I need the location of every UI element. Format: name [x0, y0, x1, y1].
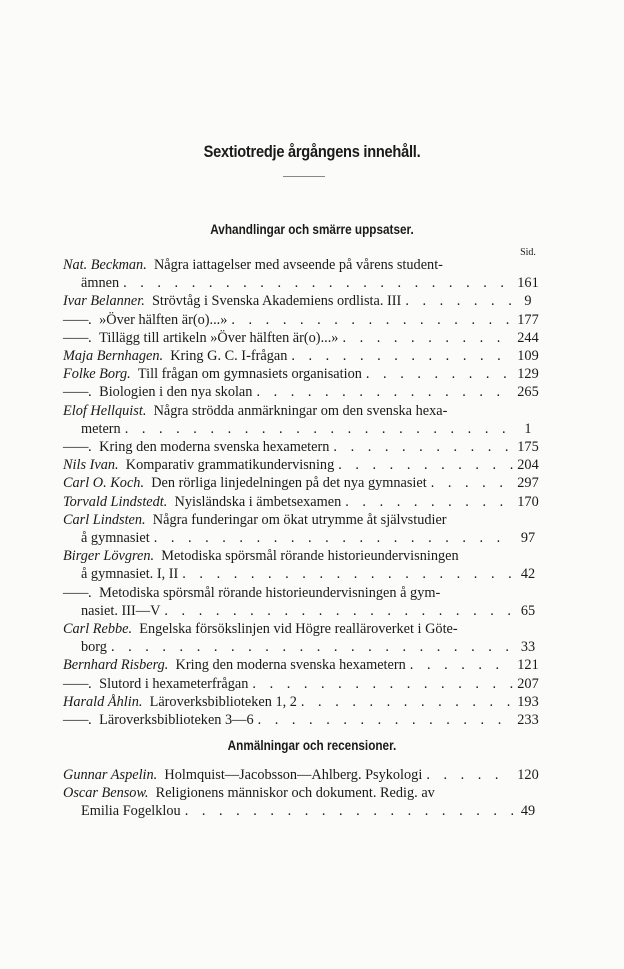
entry-title: Tillägg till artikeln »Över hälften är(o)...» [99, 329, 339, 346]
toc-entry-line [63, 784, 543, 802]
dot-leader [181, 802, 513, 820]
entry-author: Harald Åhlin. [63, 693, 143, 710]
entry-title: Kring G. C. I-frågan [170, 348, 288, 365]
dot-leader [329, 438, 513, 456]
toc-entry [63, 584, 543, 620]
toc-entry [63, 675, 543, 693]
entry-title: Den rörliga linjedelningen på det nya gymnasiet [151, 475, 427, 492]
entry-author: Folke Borg. [63, 366, 131, 383]
dot-leader [297, 693, 513, 711]
entry-title: Till frågan om gymnasiets organisation [137, 366, 362, 383]
entry-title: Läroverksbiblioteken 1, 2 [149, 693, 297, 710]
section-heading-reviews: Anmälningar och recensioner. [227, 737, 397, 753]
toc-entry [63, 620, 543, 656]
toc-entry-line [63, 711, 543, 729]
toc-entry [63, 311, 543, 329]
toc-entry-line [63, 493, 543, 511]
entry-page-number: 121 [517, 657, 539, 674]
toc-entry-line [63, 547, 543, 565]
toc-entry [63, 456, 543, 474]
entry-page-number: 161 [517, 275, 539, 292]
entry-page-number: 97 [520, 530, 536, 547]
entry-title: ämnen [81, 275, 120, 292]
entry-title: Nyisländska i ämbetsexamen [174, 493, 342, 510]
dot-leader [178, 565, 513, 583]
entry-page-number: 193 [517, 693, 539, 710]
entry-author: Gunnar Aspelin. [63, 767, 158, 783]
toc-entry-line [63, 438, 543, 456]
dot-leader [121, 420, 513, 438]
toc-entry [63, 766, 543, 784]
dot-leader [287, 347, 513, 365]
entry-author: ——. [63, 384, 92, 401]
toc-entry-line [63, 292, 543, 310]
toc-entry-continuation [63, 529, 543, 547]
entry-page-number: 109 [517, 348, 539, 365]
dot-leader [334, 456, 513, 474]
entry-title: Religionens människor och dokument. Redig. av [155, 785, 435, 802]
toc-entry [63, 693, 543, 711]
entry-title: Några funderingar om ökat utrymme åt självstudier [152, 511, 447, 528]
toc-entry-line [63, 675, 543, 693]
entry-page-number: 233 [517, 712, 539, 729]
entry-title: å gymnasiet [81, 530, 150, 547]
dot-leader [341, 493, 513, 511]
toc-entry-line [63, 365, 543, 383]
entry-page-number: 1 [524, 420, 532, 437]
toc-entry [63, 365, 543, 383]
entry-title: Biologien i den nya skolan [99, 384, 253, 401]
entry-page-number: 207 [517, 675, 539, 692]
reviews-list [63, 766, 543, 821]
dot-leader [362, 365, 513, 383]
toc-entry-line [63, 383, 543, 401]
entry-title: Metodiska spörsmål rörande historieundervisningen [161, 548, 459, 565]
entry-author: ——. [63, 584, 92, 601]
toc-entry [63, 383, 543, 401]
entry-page-number: 265 [517, 384, 539, 401]
entry-page-number: 177 [517, 311, 539, 328]
entry-page-number: 170 [517, 493, 539, 510]
entry-page-number: 244 [517, 329, 539, 346]
entry-page-number: 9 [524, 293, 532, 310]
toc-entry-continuation [63, 802, 543, 820]
title-divider [283, 176, 325, 177]
entry-page-number: 175 [517, 439, 539, 456]
toc-entry-continuation [63, 602, 543, 620]
entry-title: Slutord i hexameterfrågan [99, 675, 249, 692]
dot-leader [401, 292, 513, 310]
entry-page-number: 42 [520, 566, 536, 583]
toc-entry-line [63, 511, 543, 529]
page-column-label: Sid. [520, 247, 536, 258]
toc-entry-line [63, 329, 543, 347]
dot-leader [150, 529, 513, 547]
entry-title: borg [81, 639, 107, 656]
entry-page-number: 120 [517, 767, 539, 783]
entry-author: Carl Rebbe. [63, 621, 133, 638]
toc-entry-line [63, 474, 543, 492]
entry-title: »Över hälften är(o)...» [99, 311, 228, 328]
entry-author: Bernhard Risberg. [63, 657, 169, 674]
entry-page-number: 33 [520, 639, 536, 656]
entry-author: Elof Hellquist. [63, 402, 147, 419]
toc-entry-line [63, 766, 543, 784]
entry-title: Några strödda anmärkningar om den svenska hexa- [153, 402, 448, 419]
entry-page-number: 297 [517, 475, 539, 492]
entry-page-number: 49 [520, 803, 536, 820]
toc-entry-continuation [63, 420, 543, 438]
dot-leader [248, 675, 513, 693]
toc-entry [63, 256, 543, 292]
articles-list [63, 256, 543, 729]
toc-entry [63, 402, 543, 438]
dot-leader [427, 474, 513, 492]
dot-leader [107, 638, 513, 656]
dot-leader [252, 383, 513, 401]
entry-title: Kring den moderna svenska hexametern [175, 657, 406, 674]
toc-entry [63, 511, 543, 547]
toc-entry [63, 474, 543, 492]
toc-entry [63, 493, 543, 511]
entry-title: Komparativ grammatikundervisning [125, 457, 335, 474]
entry-author: Carl Lindsten. [63, 511, 146, 528]
entry-page-number: 65 [520, 602, 536, 619]
entry-title: Holmquist—Jacobsson—Ahlberg. Psykologi [164, 767, 423, 783]
entry-author: ——. [63, 311, 92, 328]
entry-title: metern [81, 420, 121, 437]
toc-entry [63, 438, 543, 456]
toc-entry-line [63, 584, 543, 602]
entry-title: Strövtåg i Svenska Akademiens ordlista. III [151, 293, 402, 310]
toc-entry-continuation [63, 565, 543, 583]
dot-leader [160, 602, 513, 620]
entry-title: Några iattagelser med avseende på vårens student- [153, 257, 443, 273]
entry-author: ——. [63, 439, 92, 456]
toc-entry [63, 292, 543, 310]
toc-entry-line [63, 456, 543, 474]
entry-title: Metodiska spörsmål rörande historieundervisningen å gym- [99, 584, 441, 601]
entry-author: Maja Bernhagen. [63, 348, 164, 365]
entry-author: Oscar Bensow. [63, 785, 149, 802]
toc-entry-line [63, 347, 543, 365]
dot-leader [227, 311, 513, 329]
toc-entry [63, 547, 543, 583]
entry-author: Nat. Beckman. [63, 257, 147, 273]
toc-entry-line [63, 693, 543, 711]
entry-title: Emilia Fogelklou [81, 803, 181, 820]
toc-entry [63, 656, 543, 674]
entry-author: Torvald Lindstedt. [63, 493, 168, 510]
entry-author: Birger Lövgren. [63, 548, 155, 565]
entry-author: Carl O. Koch. [63, 475, 145, 492]
toc-entry-line [63, 620, 543, 638]
dot-leader [338, 329, 513, 347]
toc-entry [63, 329, 543, 347]
entry-title: Engelska försökslinjen vid Högre realläroverket i Göte- [139, 621, 458, 638]
toc-entry-line [63, 656, 543, 674]
entry-page-number: 204 [517, 457, 539, 474]
toc-entry-line [63, 256, 543, 274]
toc-entry-continuation [63, 274, 543, 292]
toc-entry-continuation [63, 638, 543, 656]
entry-title: Kring den moderna svenska hexametern [99, 439, 330, 456]
entry-title: nasiet. III—V [81, 602, 161, 619]
dot-leader [254, 711, 513, 729]
dot-leader [119, 274, 513, 292]
section-heading-articles: Avhandlingar och smärre uppsatser. [210, 221, 414, 237]
entry-author: ——. [63, 329, 92, 346]
toc-entry [63, 784, 543, 820]
entry-title: Läroverksbiblioteken 3—6 [99, 712, 254, 729]
toc-entry-line [63, 311, 543, 329]
dot-leader [406, 656, 513, 674]
toc-entry [63, 711, 543, 729]
entry-author: Nils Ivan. [63, 457, 119, 474]
entry-author: ——. [63, 675, 92, 692]
page-title: Sextiotredje årgångens innehåll. [203, 142, 421, 161]
entry-title: å gymnasiet. I, II [81, 566, 179, 583]
entry-page-number: 129 [517, 366, 539, 383]
toc-entry-line [63, 402, 543, 420]
entry-author: ——. [63, 712, 92, 729]
entry-author: Ivar Belanner. [63, 293, 145, 310]
toc-entry [63, 347, 543, 365]
dot-leader [422, 766, 513, 784]
